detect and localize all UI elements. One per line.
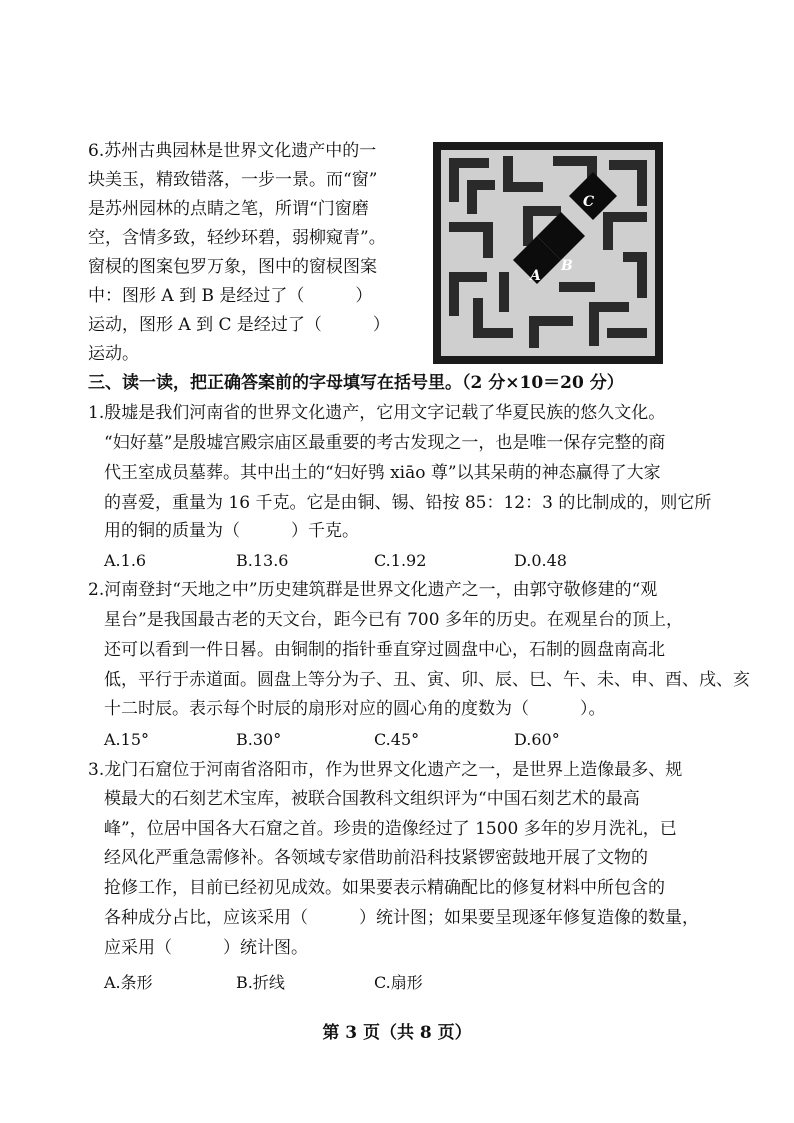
question-2-line: 还可以看到一件日晷。由铜制的指针垂直穿过圆盘中心，石制的圆盘南高北 bbox=[104, 640, 665, 660]
option-d: D.0.48 bbox=[514, 551, 567, 570]
question-6-line: 中：图形 A 到 B 是经过了（ ） bbox=[88, 286, 373, 306]
question-6-line: 空，含情多致，轻纱环碧，弱柳窥青”。 bbox=[88, 228, 386, 248]
question-3-line: 模最大的石刻艺术宝库，被联合国教科文组织评为“中国石刻艺术的最高 bbox=[104, 789, 640, 809]
option-a: A.1.6 bbox=[104, 551, 147, 570]
option-c: C.45° bbox=[374, 730, 420, 749]
option-b: B.折线 bbox=[236, 973, 285, 992]
question-2-line: 2.河南登封“天地之中”历史建筑群是世界文化遗产之一，由郭守敬修建的“观 bbox=[88, 580, 658, 600]
section-heading: 三、读一读，把正确答案前的字母填写在括号里。（2 分×10＝20 分） bbox=[88, 373, 624, 393]
option-c: C.扇形 bbox=[374, 973, 423, 992]
page-number: 第 3 页（共 8 页） bbox=[322, 1023, 472, 1043]
question-1-line: 代王室成员墓葬。其中出土的“妇好鸮 xiāo 尊”以其呆萌的神态赢得了大家 bbox=[104, 463, 661, 483]
question-1-line: 的喜爱，重量为 16 千克。它是由铜、锡、铅按 85：12：3 的比制成的，则它所 bbox=[104, 493, 712, 513]
question-1-line: “妇好墓”是殷墟宫殿宗庙区最重要的考古发现之一，也是唯一保存完整的商 bbox=[104, 433, 666, 453]
question-2-line: 十二时辰。表示每个时辰的扇形对应的圆心角的度数为（ ）。 bbox=[104, 699, 606, 719]
question-1-line: 1.殷墟是我们河南省的世界文化遗产，它用文字记载了华夏民族的悠久文化。 bbox=[88, 403, 666, 423]
question-3-line: 抢修工作，目前已经初见成效。如果要表示精确配比的修复材料中所包含的 bbox=[104, 878, 665, 898]
question-2-line: 低，平行于赤道面。圆盘上等分为子、丑、寅、卯、辰、巳、午、未、申、酉、戌、亥 bbox=[104, 670, 750, 690]
question-3-line: 峰”，位居中国各大石窟之首。珍贵的造像经过了 1500 多年的岁月洗礼，已 bbox=[104, 819, 677, 839]
question-2-line: 星台”是我国最古老的天文台，距今已有 700 多年的历史。在观星台的顶上， bbox=[104, 610, 683, 630]
label-b: B bbox=[561, 258, 573, 274]
question-6-line: 6.苏州古典园林是世界文化遗产中的一 bbox=[88, 141, 377, 161]
question-6-line: 窗棂的图案包罗万象，图中的窗棂图案 bbox=[88, 257, 377, 277]
question-6-line: 块美玉，精致错落，一步一景。而“窗” bbox=[88, 170, 378, 190]
option-c: C.1.92 bbox=[374, 551, 427, 570]
option-b: B.30° bbox=[236, 730, 282, 749]
option-d: D.60° bbox=[514, 730, 560, 749]
option-b: B.13.6 bbox=[236, 551, 289, 570]
question-6-line: 运动，图形 A 到 C 是经过了（ ） bbox=[88, 315, 390, 335]
question-1-line: 用的铜的质量为（ ）千克。 bbox=[104, 521, 359, 541]
question-3-line: 3.龙门石窟位于河南省洛阳市，作为世界文化遗产之一，是世界上造像最多、规 bbox=[88, 760, 683, 780]
question-3-line: 经风化严重急需修补。各领域专家借助前沿科技紧锣密鼓地开展了文物的 bbox=[104, 848, 648, 868]
lattice-window-image bbox=[433, 142, 663, 364]
question-3-line: 各种成分占比，应该采用（ ）统计图；如果要呈现逐年修复造像的数量， bbox=[104, 908, 699, 928]
question-6-line: 是苏州园林的点睛之笔，所谓“门窗磨 bbox=[88, 199, 369, 219]
label-c: C bbox=[583, 194, 595, 210]
label-a: A bbox=[530, 268, 541, 284]
option-a: A.15° bbox=[104, 730, 149, 749]
option-a: A.条形 bbox=[104, 973, 153, 992]
question-3-line: 应采用（ ）统计图。 bbox=[104, 938, 308, 958]
question-6-line: 运动。 bbox=[88, 344, 139, 364]
